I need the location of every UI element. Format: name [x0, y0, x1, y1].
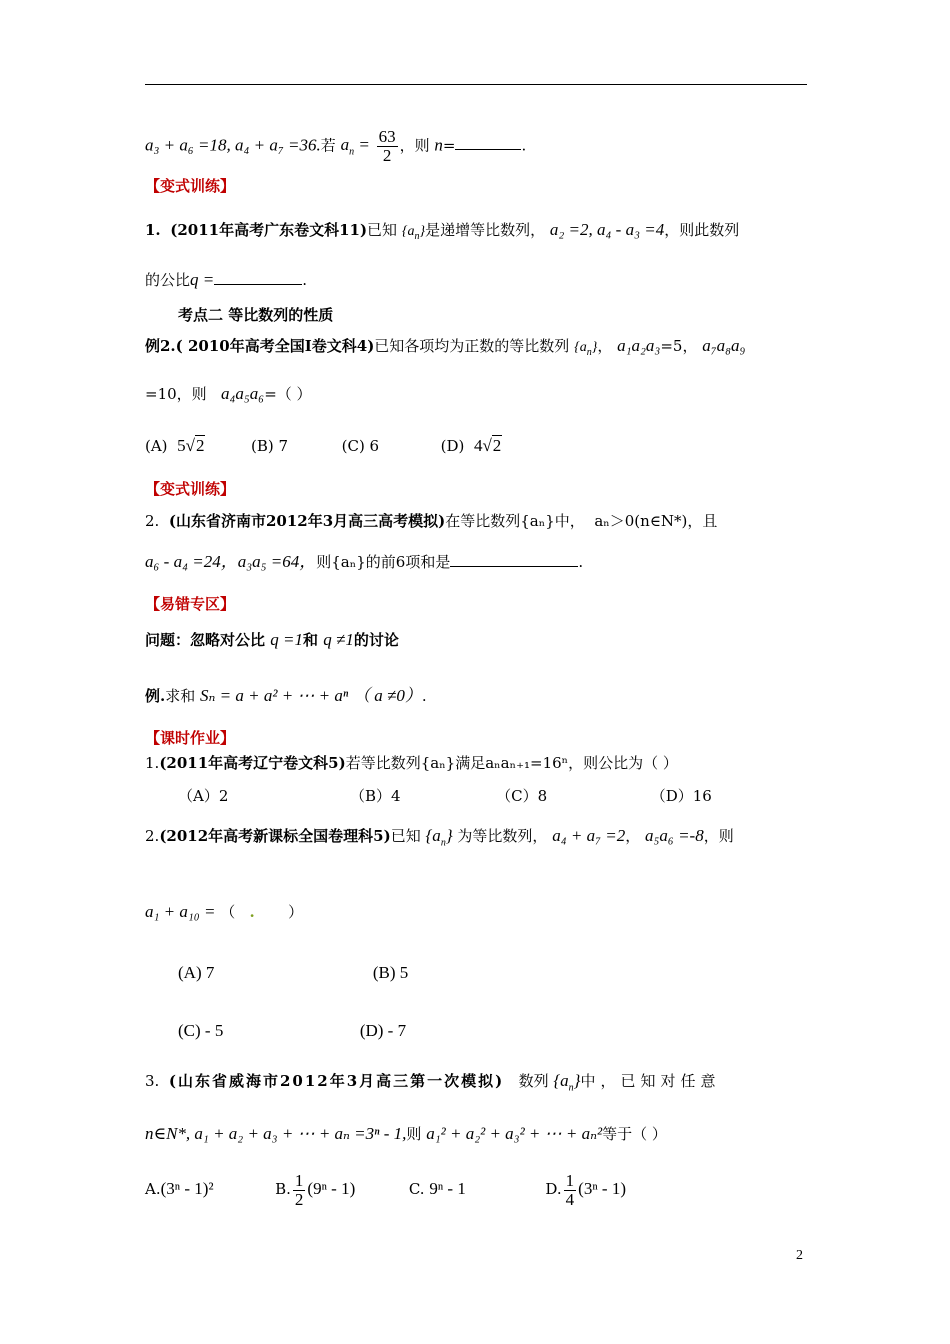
homework-1: 1.(2011年高考辽宁卷文科5)若等比数列{aₙ}满足aₙaₙ₊₁=16ⁿ，则公比为（ ）: [145, 754, 678, 772]
option-d[interactable]: D. $\frac{1}{4}$ (3ⁿ - 1): [545, 1171, 626, 1209]
option-c[interactable]: (C) - 5: [178, 1021, 224, 1040]
wenti-line: 问题：忽略对公比 q =1和 q ≠1的讨论: [145, 630, 399, 649]
option-b[interactable]: (B) 5: [372, 963, 409, 982]
homework-2-options-cd: [178, 1021, 406, 1041]
section-keshi: 【课时作业】: [145, 729, 236, 747]
header-rule: [145, 84, 807, 85]
example-2: 例2.( 2010年高考全国Ⅰ卷文科4)已知各项均为正数的等比数列 $\{a_n\}$， a₁a₂a₃=5， a₇a₈a₉: [145, 336, 746, 358]
page-number: 2: [796, 1248, 803, 1263]
fraction-63-2: $\frac{63}{2}$: [378, 127, 396, 165]
option-c[interactable]: C. 9ⁿ - 1: [408, 1179, 466, 1199]
option-a[interactable]: (A) 5√2: [145, 436, 205, 455]
answer-blank[interactable]: [214, 272, 302, 285]
option-c[interactable]: (C) 6: [341, 437, 380, 455]
homework-3: 3. (山东省威海市2012年3月高三第一次模拟) 数列 $\{a_n\}$中，已知对任意: [145, 1071, 721, 1094]
answer-blank[interactable]: [455, 137, 521, 150]
answer-blank[interactable]: [450, 554, 578, 567]
problem-1: 1. (2011年高考广东卷文科11)已知 $\{a_n\}$是递增等比数列， a₂ =2, a₄ - a₃ =4，则此数列: [145, 220, 740, 242]
option-d[interactable]: （D）16: [650, 787, 712, 805]
homework-3-options: [145, 1172, 626, 1209]
option-b[interactable]: B. $\frac{1}{2}$ (9ⁿ - 1): [275, 1171, 356, 1209]
section-bianshi-1: 【变式训练】: [145, 177, 236, 195]
homework-1-options: [178, 787, 712, 805]
line-problem-tail: a₃ + a₆ =18, a₄ + a₇ =36.若 $a_n$ = $\frac{63}{2}$ ，则 n= .: [145, 127, 527, 165]
option-d[interactable]: (D) 4√2: [440, 436, 502, 455]
option-a[interactable]: A.(3ⁿ - 1)²: [145, 1179, 214, 1199]
sum-formula: Sₙ = a + a² + ⋯ + aⁿ: [200, 686, 349, 705]
homework-2: 2.(2012年高考新课标全国卷理科5)已知 $\{a_n\}$ 为等比数列， a₄ + a₇ =2， a₅a₆ =-8，则: [145, 826, 734, 849]
kaodian-2-heading: 考点二 等比数列的性质: [178, 306, 334, 324]
option-b[interactable]: （B）4: [349, 787, 401, 805]
problem-2: 2. (山东省济南市2012年3月高三高考模拟)在等比数列{aₙ}中， aₙ＞0(n∈N*)，且: [145, 512, 718, 530]
condition-math: a₂ =2, a₄ - a₃ =4: [549, 220, 665, 239]
homework-2-options-ab: [178, 963, 408, 983]
problem-1-cont: 的公比q = .: [145, 270, 308, 289]
condition-math: a₃ + a₆ =18, a₄ + a₇ =36.: [145, 135, 321, 155]
example-sum: 例.求和 Sₙ = a + a² + ⋯ + aⁿ （ a ≠0）.: [145, 686, 427, 705]
option-c[interactable]: （C）8: [496, 787, 548, 805]
option-a[interactable]: (A) 7: [178, 963, 215, 982]
homework-2-cont: a₁ + a₁₀ = （ . ）: [145, 902, 304, 921]
example-2-cont: =10，则 a₄a₅a₆=（ ）: [145, 384, 312, 403]
section-bianshi-2: 【变式训练】: [145, 480, 236, 498]
option-d[interactable]: (D) - 7: [359, 1021, 407, 1040]
homework-3-cont: n∈N*, a₁ + a₂ + a₃ + ⋯ + aₙ =3ⁿ - 1,则 a₁² + a₂² + a₃² + ⋯ + aₙ²等于（ ）: [145, 1124, 667, 1143]
section-yicuo: 【易错专区】: [145, 595, 236, 613]
example-2-options: [145, 436, 502, 456]
option-b[interactable]: (B) 7: [251, 437, 289, 455]
option-a[interactable]: （A）2: [178, 787, 229, 805]
problem-2-cont: a₆ - a₄ =24，a₃a₅ =64，则{aₙ}的前6项和是 .: [145, 552, 584, 571]
